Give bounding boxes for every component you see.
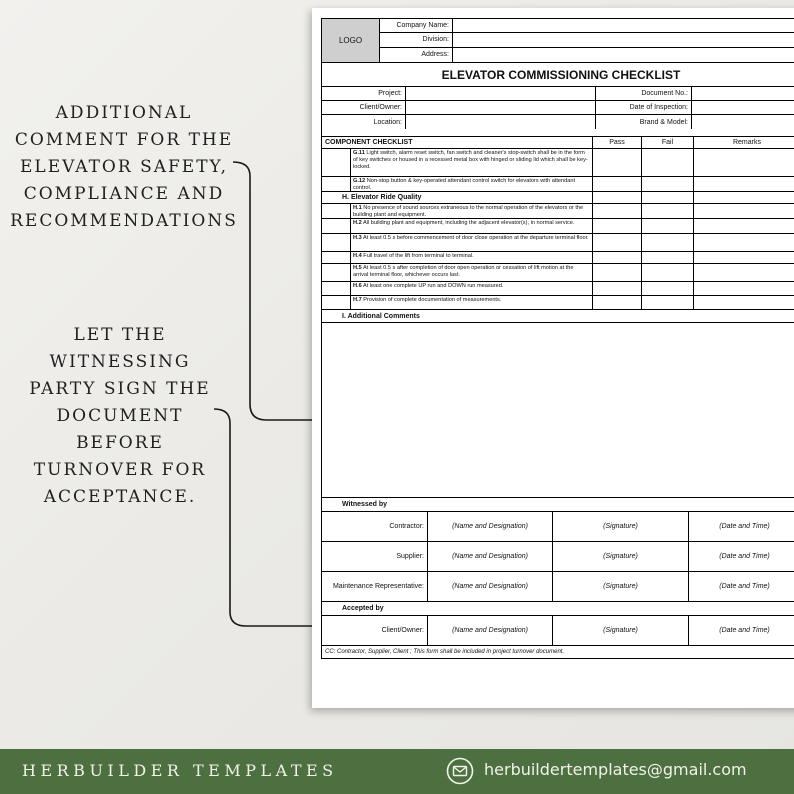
contractor-label: Contractor:	[322, 512, 428, 541]
connector-line-2	[214, 409, 318, 626]
item-g12: G.12 Non-stop button & key-operated attendant control switch for elevators with attendant control.	[351, 177, 593, 191]
item-h5: H.5 At least 0.5 s after completion of door open operation or cessation of lift motion at the arrival terminal floor, whichever occurs last.	[351, 264, 593, 281]
maintenance-name-field[interactable]: (Name and Designation)	[428, 572, 553, 601]
g12-fail-cell[interactable]	[642, 177, 694, 191]
section-i-row	[322, 310, 794, 323]
witness-row-maintenance	[322, 572, 794, 602]
component-checklist-heading: COMPONENT CHECKLIST	[322, 137, 593, 148]
item-h4: H.4 Full travel of the lift from terminal to terminal.	[351, 252, 593, 263]
checklist-row-h4	[322, 252, 794, 264]
checklist-header	[322, 137, 794, 149]
h2-remarks-cell[interactable]	[694, 219, 794, 233]
form-header	[322, 19, 794, 63]
h6-pass-cell[interactable]	[593, 282, 642, 295]
item-h7: H.7 Provision of complete documentation of measurements.	[351, 296, 593, 309]
footer-note: CC: Contractor, Supplier, Client ; This form shall be included in project turnover document.	[325, 649, 565, 655]
h3-pass-cell[interactable]	[593, 234, 642, 251]
checklist-row-h7	[322, 296, 794, 310]
project-info	[322, 87, 794, 129]
pass-heading: Pass	[593, 137, 642, 148]
item-g11: G.11 Light switch, alarm reset switch, fan switch and cleaner's stop-switch shall be in the form of key switches or housed in a recessed metal box with hinged or sliding lid which shall be key-locked.	[351, 149, 593, 176]
g11-remarks-cell[interactable]	[694, 149, 794, 176]
location-label: Location:	[322, 115, 406, 129]
date-of-inspection-label: Date of Inspection:	[596, 101, 692, 114]
h5-remarks-cell[interactable]	[694, 264, 794, 281]
h7-pass-cell[interactable]	[593, 296, 642, 309]
document-no-label: Document No.:	[596, 87, 692, 100]
h2-pass-cell[interactable]	[593, 219, 642, 233]
section-h-title: H. Elevator Ride Quality	[322, 192, 593, 203]
division-label: Division:	[380, 33, 453, 46]
form-frame	[321, 18, 794, 659]
checklist-row-g11	[322, 149, 794, 177]
checklist-document	[312, 8, 794, 708]
h1-pass-cell[interactable]	[593, 204, 642, 218]
contact-email[interactable]: herbuildertemplates@gmail.com	[484, 760, 747, 779]
mail-icon	[446, 757, 474, 785]
g12-pass-cell[interactable]	[593, 177, 642, 191]
company-name-field[interactable]	[453, 19, 794, 32]
h2-fail-cell[interactable]	[642, 219, 694, 233]
accept-client-label: Client/Owner:	[322, 616, 428, 645]
supplier-name-field[interactable]: (Name and Designation)	[428, 542, 553, 571]
h4-fail-cell[interactable]	[642, 252, 694, 263]
item-h6: H.6 At least one complete UP run and DOWN run measured.	[351, 282, 593, 295]
address-label: Address:	[380, 48, 453, 62]
accepted-by-title: Accepted by	[342, 605, 384, 612]
h3-remarks-cell[interactable]	[694, 234, 794, 251]
witness-row-contractor	[322, 512, 794, 542]
supplier-datetime-field[interactable]: (Date and Time)	[719, 553, 770, 560]
maintenance-label: Maintenance Representative:	[322, 572, 428, 601]
h6-fail-cell[interactable]	[642, 282, 694, 295]
h6-remarks-cell[interactable]	[694, 282, 794, 295]
g11-fail-cell[interactable]	[642, 149, 694, 176]
maintenance-datetime-field[interactable]: (Date and Time)	[719, 583, 770, 590]
supplier-signature-field[interactable]: (Signature)	[553, 542, 689, 571]
additional-comments-area[interactable]	[322, 323, 794, 498]
h4-remarks-cell[interactable]	[694, 252, 794, 263]
division-field[interactable]	[453, 33, 794, 46]
company-name-label: Company Name:	[380, 19, 453, 32]
accept-signature-field[interactable]: (Signature)	[553, 616, 689, 645]
logo-placeholder: LOGO	[322, 19, 380, 62]
annotation-comments: ADDITIONAL COMMENT FOR THE ELEVATOR SAFETY, COMPLIANCE AND RECOMMENDATIONS	[10, 103, 238, 231]
witnessed-by-title: Witnessed by	[342, 501, 388, 508]
maintenance-signature-field[interactable]: (Signature)	[553, 572, 689, 601]
h5-fail-cell[interactable]	[642, 264, 694, 281]
section-h-row	[322, 192, 794, 204]
location-field[interactable]	[406, 115, 596, 129]
contractor-signature-field[interactable]: (Signature)	[553, 512, 689, 541]
h3-fail-cell[interactable]	[642, 234, 694, 251]
brand-model-field[interactable]	[692, 115, 794, 129]
accept-name-field[interactable]: (Name and Designation)	[428, 616, 553, 645]
accept-datetime-field[interactable]: (Date and Time)	[719, 627, 770, 634]
g12-remarks-cell[interactable]	[694, 177, 794, 191]
client-owner-label: Client/Owner:	[322, 101, 406, 114]
footer-banner	[0, 749, 794, 794]
brand-name: HERBUILDER TEMPLATES	[22, 761, 338, 780]
supplier-label: Supplier:	[322, 542, 428, 571]
connector-line-1	[233, 162, 318, 420]
item-h1: H.1 No presence of sound sources extraneous to the normal operation of the elevators or the building plant and equipment.	[351, 204, 593, 218]
remarks-heading: Remarks	[732, 139, 761, 146]
checklist-row-h5	[322, 264, 794, 282]
witness-row-supplier	[322, 542, 794, 572]
annotation-signing: LET THE WITNESSING PARTY SIGN THE DOCUMENT BEFORE TURNOVER FOR ACCEPTANCE.	[29, 325, 211, 507]
checklist-row-h3	[322, 234, 794, 252]
brand-model-label: Brand & Model:	[596, 115, 692, 129]
spacer-row	[322, 129, 794, 137]
accepted-by-row	[322, 602, 794, 616]
h7-remarks-cell[interactable]	[694, 296, 794, 309]
item-h3: H.3 At least 0.5 s before commencement of door close operation at the departure terminal floor.	[351, 234, 593, 251]
witnessed-by-row	[322, 498, 794, 512]
g11-pass-cell[interactable]	[593, 149, 642, 176]
client-owner-field[interactable]	[406, 101, 596, 114]
document-no-field[interactable]	[692, 87, 794, 100]
checklist-row-h2	[322, 219, 794, 234]
fail-heading: Fail	[642, 137, 694, 148]
checklist-row-h6	[322, 282, 794, 296]
h7-fail-cell[interactable]	[642, 296, 694, 309]
project-field[interactable]	[406, 87, 596, 100]
h4-pass-cell[interactable]	[593, 252, 642, 263]
checklist-row-g12	[322, 177, 794, 192]
date-of-inspection-field[interactable]	[692, 101, 794, 114]
project-label: Project:	[322, 87, 406, 100]
form-title: ELEVATOR COMMISSIONING CHECKLIST	[322, 63, 794, 87]
contractor-datetime-field[interactable]: (Date and Time)	[719, 523, 770, 530]
h5-pass-cell[interactable]	[593, 264, 642, 281]
accept-row-client	[322, 616, 794, 646]
section-i-title: I. Additional Comments	[342, 312, 420, 320]
h1-fail-cell[interactable]	[642, 204, 694, 218]
contractor-name-field[interactable]: (Name and Designation)	[428, 512, 553, 541]
item-h2: H.2 All building plant and equipment, including the adjacent elevator(s), in normal service.	[351, 219, 593, 233]
address-field[interactable]	[453, 48, 794, 62]
checklist-row-h1	[322, 204, 794, 219]
h1-remarks-cell[interactable]	[694, 204, 794, 218]
footer-note-row	[322, 646, 794, 658]
